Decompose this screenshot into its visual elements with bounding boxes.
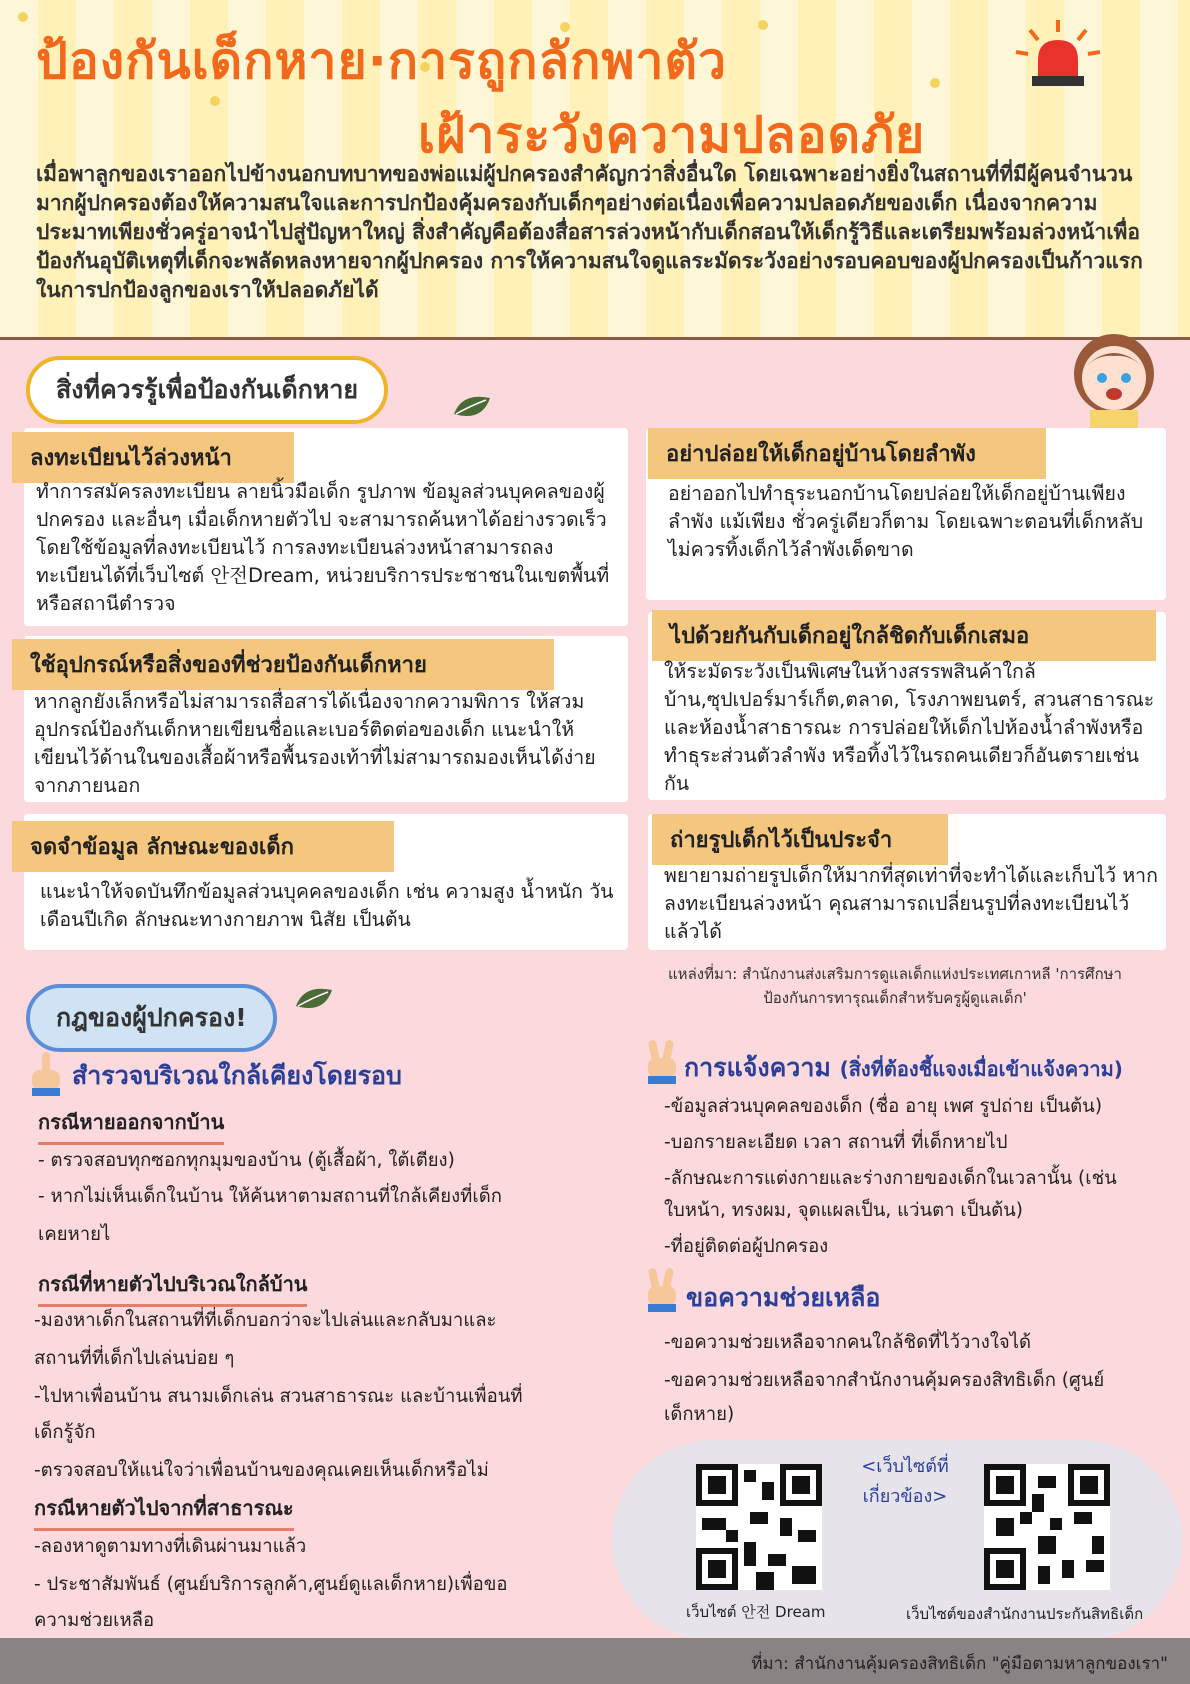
card-home-alone-text: อย่าออกไปทำธุระนอกบ้านโดยปล่อยให้เด็กอยู่บ้านเพียงลำพัง แม้เพียง ชั่วครู่เดียวก็ตาม โดยเฉพาะตอนที่เด็กหลับ ไม่ควรทิ้งเด็กไว้ลำพังเด็ดขาด <box>668 482 1144 561</box>
card-stay-close-text: ให้ระมัดระวังเป็นพิเศษในห้างสรรพสินค้าใกล้บ้าน,ซุปเปอร์มาร์เก็ต,ตลาด, โรงภาพยนตร์, สวนสาธารณะและห้องน้ำสาธารณะ การปล่อยให้เด็กไปห้องน้ำลำพังหรือทำธุระส่วนตัวลำพัง หรือทิ้งไว้ในรถคนเดียวก็อันตรายเช่นกัน <box>664 660 1155 795</box>
victory-hand-icon <box>640 1266 684 1314</box>
qr2-label: เว็บไซต์ของสำนักงานประกันสิทธิเด็ก <box>906 1605 1144 1623</box>
case-public-line: -ลองหาดูตามทางที่เดินผ่านมาแล้ว <box>34 1536 307 1557</box>
crying-girl-icon <box>1060 328 1168 428</box>
help-line: เด็กหาย) <box>664 1404 735 1425</box>
card-stay-close-tag: ไปด้วยกันกับเด็กอยู่ใกล้ชิดกับเด็กเสมอ <box>652 610 1156 661</box>
case-near-home-line: -ตรวจสอบให้แน่ใจว่าเพื่อนบ้านของคุณเคยเห็นเด็กหรือไม่ <box>34 1460 489 1481</box>
section-title-parent-rules: กฎของผู้ปกครอง! <box>26 984 277 1052</box>
page-title: ป้องกันเด็กหาย·การถูกลักพาตัว <box>36 32 728 90</box>
decor-dot <box>758 20 768 30</box>
victory-hand-icon <box>640 1038 684 1086</box>
card-device-text: หากลูกยังเล็กหรือไม่สามารถสื่อสารได้เนื่องจากความพิการ ให้สวมอุปกรณ์ป้องกันเด็กหายเขียนชื่อและเบอร์ติดต่อของเด็ก แนะนำให้เขียนไว้ด้านในของเสื้อผ้าหรือพื้นรองเท้าที่ไม่สามารถมองเห็นได้ง่ายจากภายนอก <box>34 690 596 797</box>
help-line: -ขอความช่วยเหลือจากคนใกล้ชิดที่ไว้วางใจได้ <box>664 1332 1032 1353</box>
report-line: -ลักษณะการแต่งกายและร่างกายของเด็กในเวลานั้น (เช่น <box>664 1168 1117 1189</box>
decor-dot <box>18 12 28 22</box>
card-photo-text: พยายามถ่ายรูปเด็กให้มากที่สุดเท่าที่จะทำได้และเก็บไว้ หากลงทะเบียนล่วงหน้า คุณสามารถเปลี่ยนรูปที่ลงทะเบียนไว้แล้วได้ <box>664 864 1158 943</box>
pointing-hand-icon <box>24 1050 68 1098</box>
footer <box>0 1638 1190 1684</box>
decor-dot <box>930 78 940 88</box>
qr-code-safe-dream[interactable] <box>696 1464 822 1590</box>
source-note: แหล่งที่มา: สำนักงานส่งเสริมการดูแลเด็กแห่งประเทศเกาหลี 'การศึกษาป้องกันการทารุณเด็กสำหรับครูผู้ดูแลเด็ก' <box>668 965 1122 1007</box>
footer-source: ที่มา: สำนักงานคุ้มครองสิทธิเด็ก "คู่มือตามหาลูกของเรา" <box>751 1654 1168 1674</box>
help-heading: ขอความช่วยเหลือ <box>686 1283 881 1312</box>
siren-icon <box>1008 18 1108 88</box>
card-device-tag: ใช้อุปกรณ์หรือสิ่งของที่ช่วยป้องกันเด็กหาย <box>12 639 554 690</box>
help-line: -ขอความช่วยเหลือจากสำนักงานคุ้มครองสิทธิเด็ก (ศูนย์ <box>664 1370 1105 1391</box>
section-title-prevent: สิ่งที่ควรรู้เพื่อป้องกันเด็กหาย <box>26 356 388 424</box>
case-home-line: - หากไม่เห็นเด็กในบ้าน ให้ค้นหาตามสถานที่ใกล้เคียงที่เด็ก <box>38 1186 502 1207</box>
page-subtitle: เฝ้าระวังความปลอดภัย <box>418 106 926 164</box>
case-near-home-line: -มองหาเด็กในสถานที่ที่เด็กบอกว่าจะไปเล่นและกลับมาและ <box>34 1310 497 1331</box>
leaf-icon <box>452 392 492 420</box>
case-near-home-line: -ไปหาเพื่อนบ้าน สนามเด็กเล่น สวนสาธารณะ และบ้านเพื่อนที่ <box>34 1386 523 1407</box>
qr1-label: เว็บไซต์ 안전 Dream <box>686 1603 826 1621</box>
card-record-text: แนะนำให้จดบันทึกข้อมูลส่วนบุคคลของเด็ก เช่น ความสูง น้ำหนัก วันเดือนปีเกิด ลักษณะทางกายภาพ นิสัย เป็นต้น <box>40 880 614 931</box>
card-record-tag: จดจำข้อมูล ลักษณะของเด็ก <box>12 821 394 872</box>
survey-heading: สำรวจบริเวณใกล้เคียงโดยรอบ <box>72 1061 402 1090</box>
case-near-home-line: เด็กรู้จัก <box>34 1422 96 1443</box>
leaf-icon <box>294 984 334 1012</box>
card-register-tag: ลงทะเบียนไว้ล่วงหน้า <box>12 432 294 483</box>
qr-code-child-rights[interactable] <box>984 1464 1110 1590</box>
related-sites-label <box>850 1452 960 1512</box>
card-home-alone-tag: อย่าปล่อยให้เด็กอยู่บ้านโดยลำพัง <box>648 428 1046 479</box>
case-public-title: กรณีหายตัวไปจากที่สาธารณะ <box>34 1492 294 1531</box>
report-line: -ข้อมูลส่วนบุคคลของเด็ก (ชื่อ อายุ เพศ รูปถ่าย เป็นต้น) <box>664 1096 1103 1117</box>
case-near-home-line: สถานที่ที่เด็กไปเล่นบ่อย ๆ <box>34 1348 235 1369</box>
intro-paragraph: เมื่อพาลูกของเราออกไปข้างนอกบทบาทของพ่อแม่ผู้ปกครองสำคัญกว่าสิ่งอื่นใด โดยเฉพาะอย่างยิ่งในสถานที่ที่มีผู้คนจำนวนมากผู้ปกครองต้องให้ความสนใจและการปกป้องคุ้มครองกับเด็กๆอย่างต่อเนื่องเพื่อความปลอดภัยของเด็ก เนื่องจากความประมาทเพียงชั่วครู่อาจนำไปสู่ปัญหาใหญ่ สิ่งสำคัญคือต้องสื่อสารล่วงหน้ากับเด็กสอนให้เด็กรู้วิธีและเตรียมพร้อมล่วงหน้าเพื่อป้องกันอุบัติเหตุที่เด็กจะพลัดหลงหายจากผู้ปกครอง การให้ความสนใจดูแลระมัดระวังอย่างรอบคอบของผู้ปกครองเป็นก้าวแรกในการปกป้องลูกของเราให้ปลอดภัยได้ <box>36 162 1143 302</box>
report-line: -บอกรายละเอียด เวลา สถานที่ ที่เด็กหายไป <box>664 1132 1008 1153</box>
case-near-home-title: กรณีที่หายตัวไปบริเวณใกล้บ้าน <box>38 1268 307 1307</box>
report-heading-text: การแจ้งความ <box>684 1053 831 1082</box>
card-register-text: ทำการสมัครลงทะเบียน ลายนิ้วมือเด็ก รูปภาพ ข้อมูลส่วนบุคคลของผู้ปกครอง และอื่นๆ เมื่อเด็กหายตัวไป จะสามารถค้นหาได้อย่างรวดเร็วโดยใช้ข้อมูลที่ลงทะเบียนไว้ การลงทะเบียนล่วงหน้าสามารถลงทะเบียนได้ที่เว็บไซต์ 안전Dream, หน่วยบริการประชาชนในเขตพื้นที่หรือสถานีตำรวจ <box>36 480 610 615</box>
report-line: ใบหน้า, ทรงผม, จุดแผลเป็น, แว่นตา เป็นต้น) <box>664 1200 1023 1221</box>
report-heading-sub: (สิ่งที่ต้องชี้แจงเมื่อเข้าแจ้งความ) <box>839 1057 1123 1081</box>
case-home-line: - ตรวจสอบทุกซอกทุกมุมของบ้าน (ตู้เสื้อผ้า, ใต้เตียง) <box>38 1150 455 1171</box>
related-sites-line2: เกี่ยวข้อง> <box>862 1486 948 1507</box>
case-home-line: เคยหายไ <box>38 1224 111 1245</box>
case-public-line: - ประชาสัมพันธ์ (ศูนย์บริการลูกค้า,ศูนย์ดูแลเด็กหาย)เพื่อขอ <box>34 1574 508 1595</box>
report-line: -ที่อยู่ติดต่อผู้ปกครอง <box>664 1236 829 1257</box>
report-heading <box>684 1048 1123 1088</box>
case-home-title: กรณีหายออกจากบ้าน <box>38 1106 224 1145</box>
related-sites-line1: <เว็บไซต์ที่ <box>861 1456 949 1477</box>
case-public-line: ความช่วยเหลือ <box>34 1610 155 1631</box>
card-photo-tag: ถ่ายรูปเด็กไว้เป็นประจำ <box>652 814 948 865</box>
